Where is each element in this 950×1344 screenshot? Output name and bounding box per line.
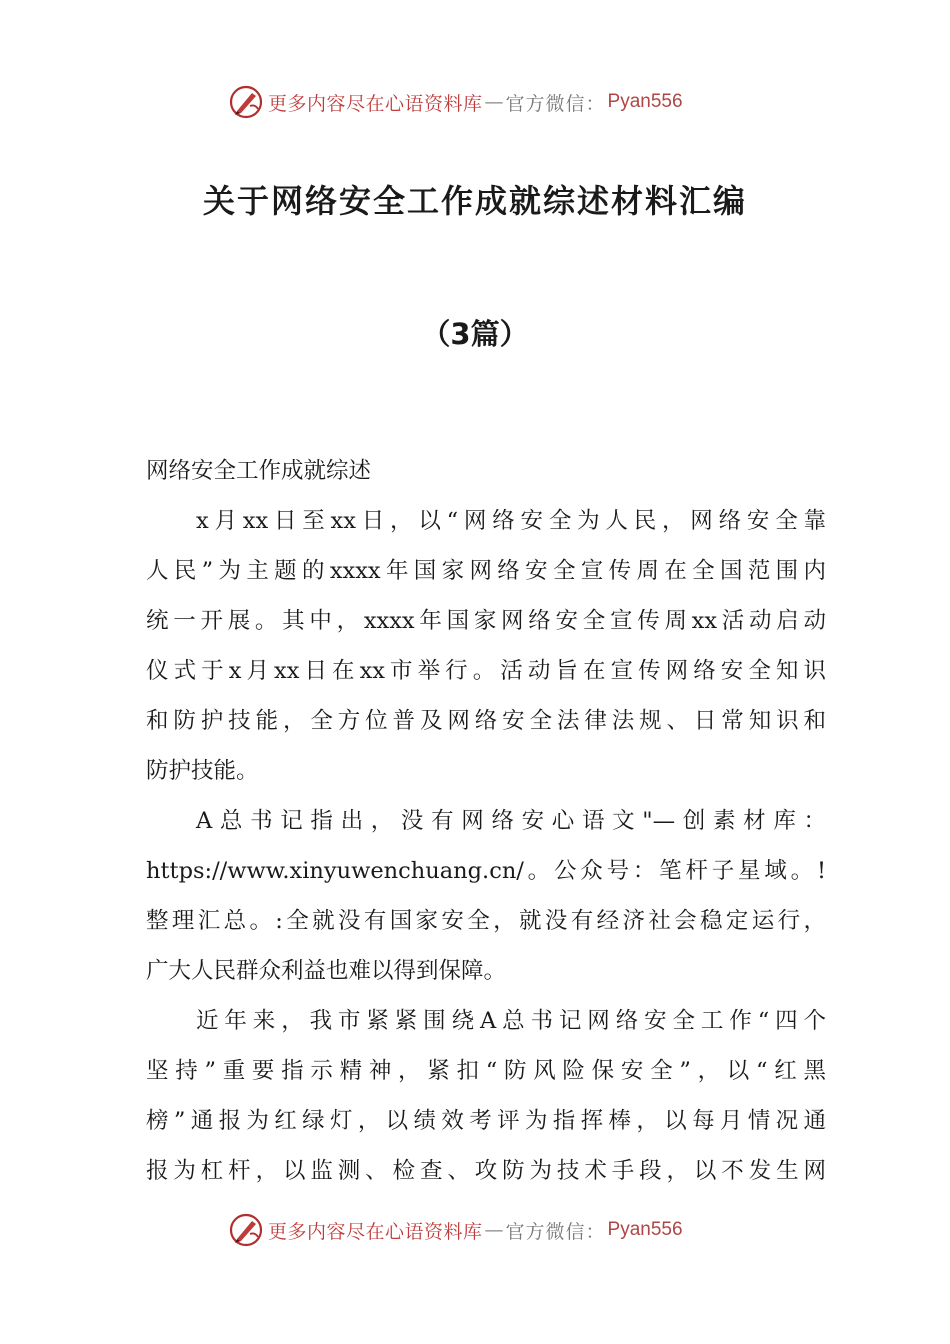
banner-wechat-label: 官方微信：	[505, 92, 606, 115]
section-heading: 网络安全工作成就综述	[146, 458, 372, 484]
banner-main-text: 更多内容尽在心语资料库	[268, 1220, 483, 1243]
banner-dash: —	[484, 1219, 504, 1241]
banner-main-text: 更多内容尽在心语资料库	[268, 92, 483, 115]
banner-wechat-id: Pyan556	[607, 91, 683, 112]
banner-dash: —	[484, 91, 504, 113]
body-line: 坚持”重要指示精神，紧扣“防风险保安全”，以“红黑	[146, 1058, 826, 1084]
body-line: 防护技能。	[146, 758, 259, 784]
document-body	[146, 446, 826, 1196]
body-line: 和防护技能，全方位普及网络安全法律法规、日常知识和	[146, 708, 826, 734]
body-line: 人民”为主题的xxxx年国家网络安全宣传周在全国范围内	[146, 558, 826, 584]
footer-banner	[228, 1210, 683, 1250]
body-line: 统一开展。其中，xxxx年国家网络安全宣传周xx活动启动	[146, 608, 826, 634]
document-subtitle: （3篇）	[421, 317, 529, 351]
pen-logo-icon	[228, 1212, 264, 1248]
body-line: x月xx日至xx日，以“网络安全为人民，网络安全靠	[196, 508, 826, 534]
body-line: 广大人民群众利益也难以得到保障。	[146, 958, 507, 984]
body-line: https://www.xinyuwenchuang.cn/。公众号：笔杆子星域。!	[146, 858, 826, 884]
body-line: 近年来，我市紧紧围绕A总书记网络安全工作“四个	[196, 1008, 826, 1034]
banner-wechat-label: 官方微信：	[505, 1220, 606, 1243]
body-line: 仪式于x月xx日在xx市举行。活动旨在宣传网络安全知识	[146, 658, 826, 684]
banner-wechat-id: Pyan556	[607, 1219, 683, 1240]
pen-logo-icon	[228, 84, 264, 120]
header-banner	[228, 82, 683, 122]
body-line: 榜”通报为红绿灯，以绩效考评为指挥棒，以每月情况通	[146, 1108, 826, 1134]
body-line: A总书记指出，没有网络安心语文"—创素材库：	[196, 808, 826, 834]
body-line: 整理汇总。:全就没有国家安全，就没有经济社会稳定运行，	[146, 908, 826, 934]
body-line: 报为杠杆，以监测、检查、攻防为技术手段，以不发生网	[146, 1158, 826, 1184]
document-title: 关于网络安全工作成就综述材料汇编	[202, 182, 747, 220]
